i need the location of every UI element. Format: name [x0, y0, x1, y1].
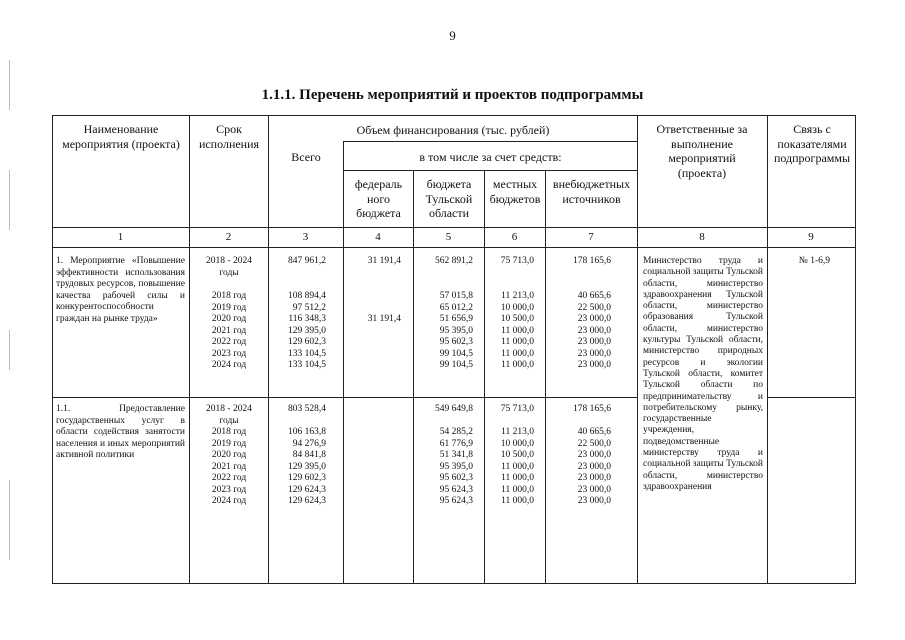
scan-margin-mark: [9, 330, 10, 370]
row-1-regional-sum: 562 891,2: [435, 256, 473, 266]
row-1-link: № 1-6,9: [798, 256, 830, 266]
header-local: местных бюджетов: [489, 177, 541, 206]
row-1-federal-years: 31 191,4: [367, 314, 401, 324]
section-title: 1.1.1. Перечень мероприятий и проектов подпрограммы: [261, 87, 644, 103]
row-1-years: 2018 год 2019 год 2020 год 2021 год 2022 год 2023 год 2024 год: [211, 291, 247, 370]
row-1-total-sum: 847 961,2: [288, 256, 326, 266]
row-1-local-sum: 75 713,0: [500, 256, 534, 266]
row-2-regional-years: 54 285,2 61 776,9 51 341,8 95 395,0 95 602,3 95 624,3 95 624,3: [439, 427, 473, 506]
header-term: Срок исполнения: [198, 122, 260, 151]
responsible-executors: Министерство труда и социальной защиты Тульской области, министерство здравоохранения Тульской области, министерство образования Тульской области, министерство культуры Тульской области, министерство природных ресурсов и экологии Тульской области, комитет Тульской области по предпринимательству и потребительскому рынку, государственные учреждения, подведомственные министерству труда и социальной защиты Тульской области, министерство здравоохранения: [643, 256, 763, 492]
column-number: 6: [511, 231, 518, 243]
header-funding: Объем финансирования (тыс. рублей): [356, 123, 550, 137]
row-2-term-period: 2018 - 2024 годы: [206, 404, 252, 426]
row-2-total-sum: 803 528,4: [288, 404, 326, 414]
header-total: Всего: [291, 150, 321, 164]
row-1-term-period: 2018 - 2024 годы: [206, 256, 252, 278]
row-2-years: 2018 год 2019 год 2020 год 2021 год 2022 год 2023 год 2024 год: [211, 427, 247, 506]
column-number: 3: [302, 231, 309, 243]
row-2-local-sum: 75 713,0: [500, 404, 534, 414]
row-1-federal-sum: 31 191,4: [367, 256, 401, 266]
row-1-name: 1. Мероприятие «Повышение эффективности использования трудовых ресурсов, повышение качества рабочей силы и конкурентоспособности граждан на рынке труда»: [56, 256, 185, 324]
row-2-regional-sum: 549 649,8: [435, 404, 473, 414]
header-responsible: Ответственные за выполнение мероприятий (проекта): [656, 122, 748, 180]
header-including: в том числе за счет средств:: [419, 150, 562, 164]
row-1-local-years: 11 213,0 10 000,0 10 500,0 11 000,0 11 000,0 11 000,0 11 000,0: [500, 291, 534, 370]
column-number: 1: [117, 231, 124, 243]
column-number: 8: [699, 231, 705, 243]
row-1-offbudget-years: 40 665,6 22 500,0 23 000,0 23 000,0 23 000,0 23 000,0 23 000,0: [577, 291, 611, 370]
column-number: 5: [445, 231, 452, 243]
row-2-offbudget-sum: 178 165,6: [573, 404, 611, 414]
header-federal: федераль ного бюджета: [354, 177, 403, 220]
header-regional: бюджета Тульской области: [425, 177, 473, 220]
header-name: Наименование мероприятия (проекта): [62, 122, 180, 151]
scan-margin-mark: [9, 170, 10, 230]
row-1-regional-years: 57 015,8 65 012,2 51 656,9 95 395,0 95 602,3 99 104,5 99 104,5: [439, 291, 473, 370]
row-1-offbudget-sum: 178 165,6: [573, 256, 611, 266]
scan-margin-mark: [9, 480, 10, 560]
column-number: 2: [225, 231, 232, 243]
header-link: Связь с показателями подпрограммы: [773, 122, 851, 165]
row-1-total-years: 108 894,4 97 512,2 116 348,3 129 395,0 129 602,3 133 104,5 133 104,5: [288, 291, 326, 370]
row-2-offbudget-years: 40 665,6 22 500,0 23 000,0 23 000,0 23 000,0 23 000,0 23 000,0: [577, 427, 611, 506]
row-2-name: 1.1. Предоставление государственных услуг в области содействия занятости населения и иных мероприятий активной политики: [56, 404, 185, 460]
page-number: 9: [449, 28, 456, 43]
row-2-total-years: 106 163,8 94 276,9 84 841,8 129 395,0 129 602,3 129 624,3 129 624,3: [288, 427, 326, 506]
column-number: 4: [375, 231, 381, 243]
column-number: 9: [808, 231, 814, 243]
row-2-local-years: 11 213,0 10 000,0 10 500,0 11 000,0 11 000,0 11 000,0 11 000,0: [500, 427, 534, 506]
column-number: 7: [588, 231, 594, 243]
header-offbudget: внебюджетных источников: [552, 177, 631, 206]
